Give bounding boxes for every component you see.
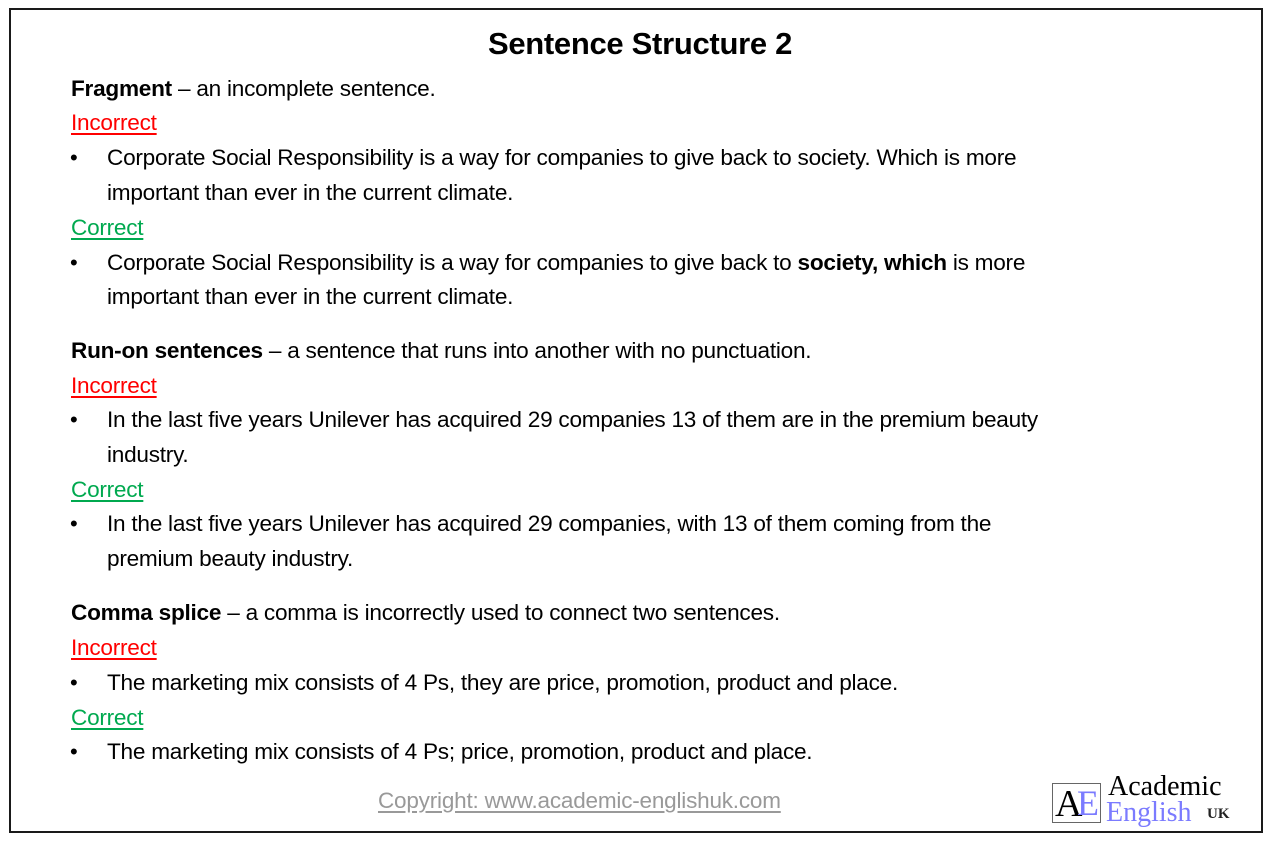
- term: Run-on sentences: [71, 338, 263, 363]
- bullet-icon: •: [70, 511, 78, 536]
- example-line: [107, 248, 1025, 278]
- example-line: In the last five years Unilever has acquired 29 companies 13 of them are in the premium beauty: [107, 407, 1038, 432]
- logo-text-academic: Academic: [1108, 771, 1222, 802]
- incorrect-label: Incorrect: [71, 373, 157, 398]
- logo-mark-icon: [1052, 783, 1101, 823]
- section-heading-comma-splice: [71, 598, 780, 628]
- example-line: The marketing mix consists of 4 Ps, they are price, promotion, product and place.: [107, 670, 898, 695]
- logo-text-uk: UK: [1207, 806, 1230, 822]
- correct-label: Correct: [71, 215, 144, 240]
- example-line: In the last five years Unilever has acquired 29 companies, with 13 of them coming from the: [107, 511, 992, 536]
- incorrect-label: Incorrect: [71, 635, 157, 660]
- bullet-icon: •: [70, 670, 78, 695]
- bullet-icon: •: [70, 250, 78, 275]
- correct-label: Correct: [71, 477, 144, 502]
- logo-letter-e: E: [1077, 783, 1099, 823]
- highlight-text: society, which: [797, 250, 947, 275]
- logo-text-english: English: [1106, 797, 1192, 828]
- example-line: important than ever in the current climate.: [107, 284, 514, 309]
- bullet-icon: •: [70, 739, 78, 764]
- logo-letter-a: A: [1055, 783, 1083, 823]
- example-line: Corporate Social Responsibility is a way for companies to give back to society. Which is more: [107, 145, 1017, 170]
- example-line: premium beauty industry.: [107, 546, 353, 571]
- definition: – a comma is incorrectly used to connect two sentences.: [221, 600, 780, 625]
- page-title: Sentence Structure 2: [487, 26, 793, 61]
- definition: – an incomplete sentence.: [171, 76, 436, 101]
- bullet-icon: •: [70, 145, 78, 170]
- term: Comma splice: [71, 600, 222, 625]
- example-line: industry.: [107, 442, 189, 467]
- text: is more: [946, 250, 1026, 275]
- section-heading-run-on: [71, 336, 811, 366]
- incorrect-label: Incorrect: [71, 110, 157, 135]
- example-line: The marketing mix consists of 4 Ps; price, promotion, product and place.: [107, 739, 813, 764]
- term: Fragment: [71, 76, 172, 101]
- correct-label: Correct: [71, 705, 144, 730]
- text: Corporate Social Responsibility is a way for companies to give back to: [107, 250, 798, 275]
- section-heading-fragment: [71, 74, 436, 104]
- example-line: important than ever in the current climate.: [107, 180, 514, 205]
- copyright-link[interactable]: Copyright: www.academic-englishuk.com: [378, 788, 781, 813]
- definition: – a sentence that runs into another with no punctuation.: [262, 338, 812, 363]
- bullet-icon: •: [70, 407, 78, 432]
